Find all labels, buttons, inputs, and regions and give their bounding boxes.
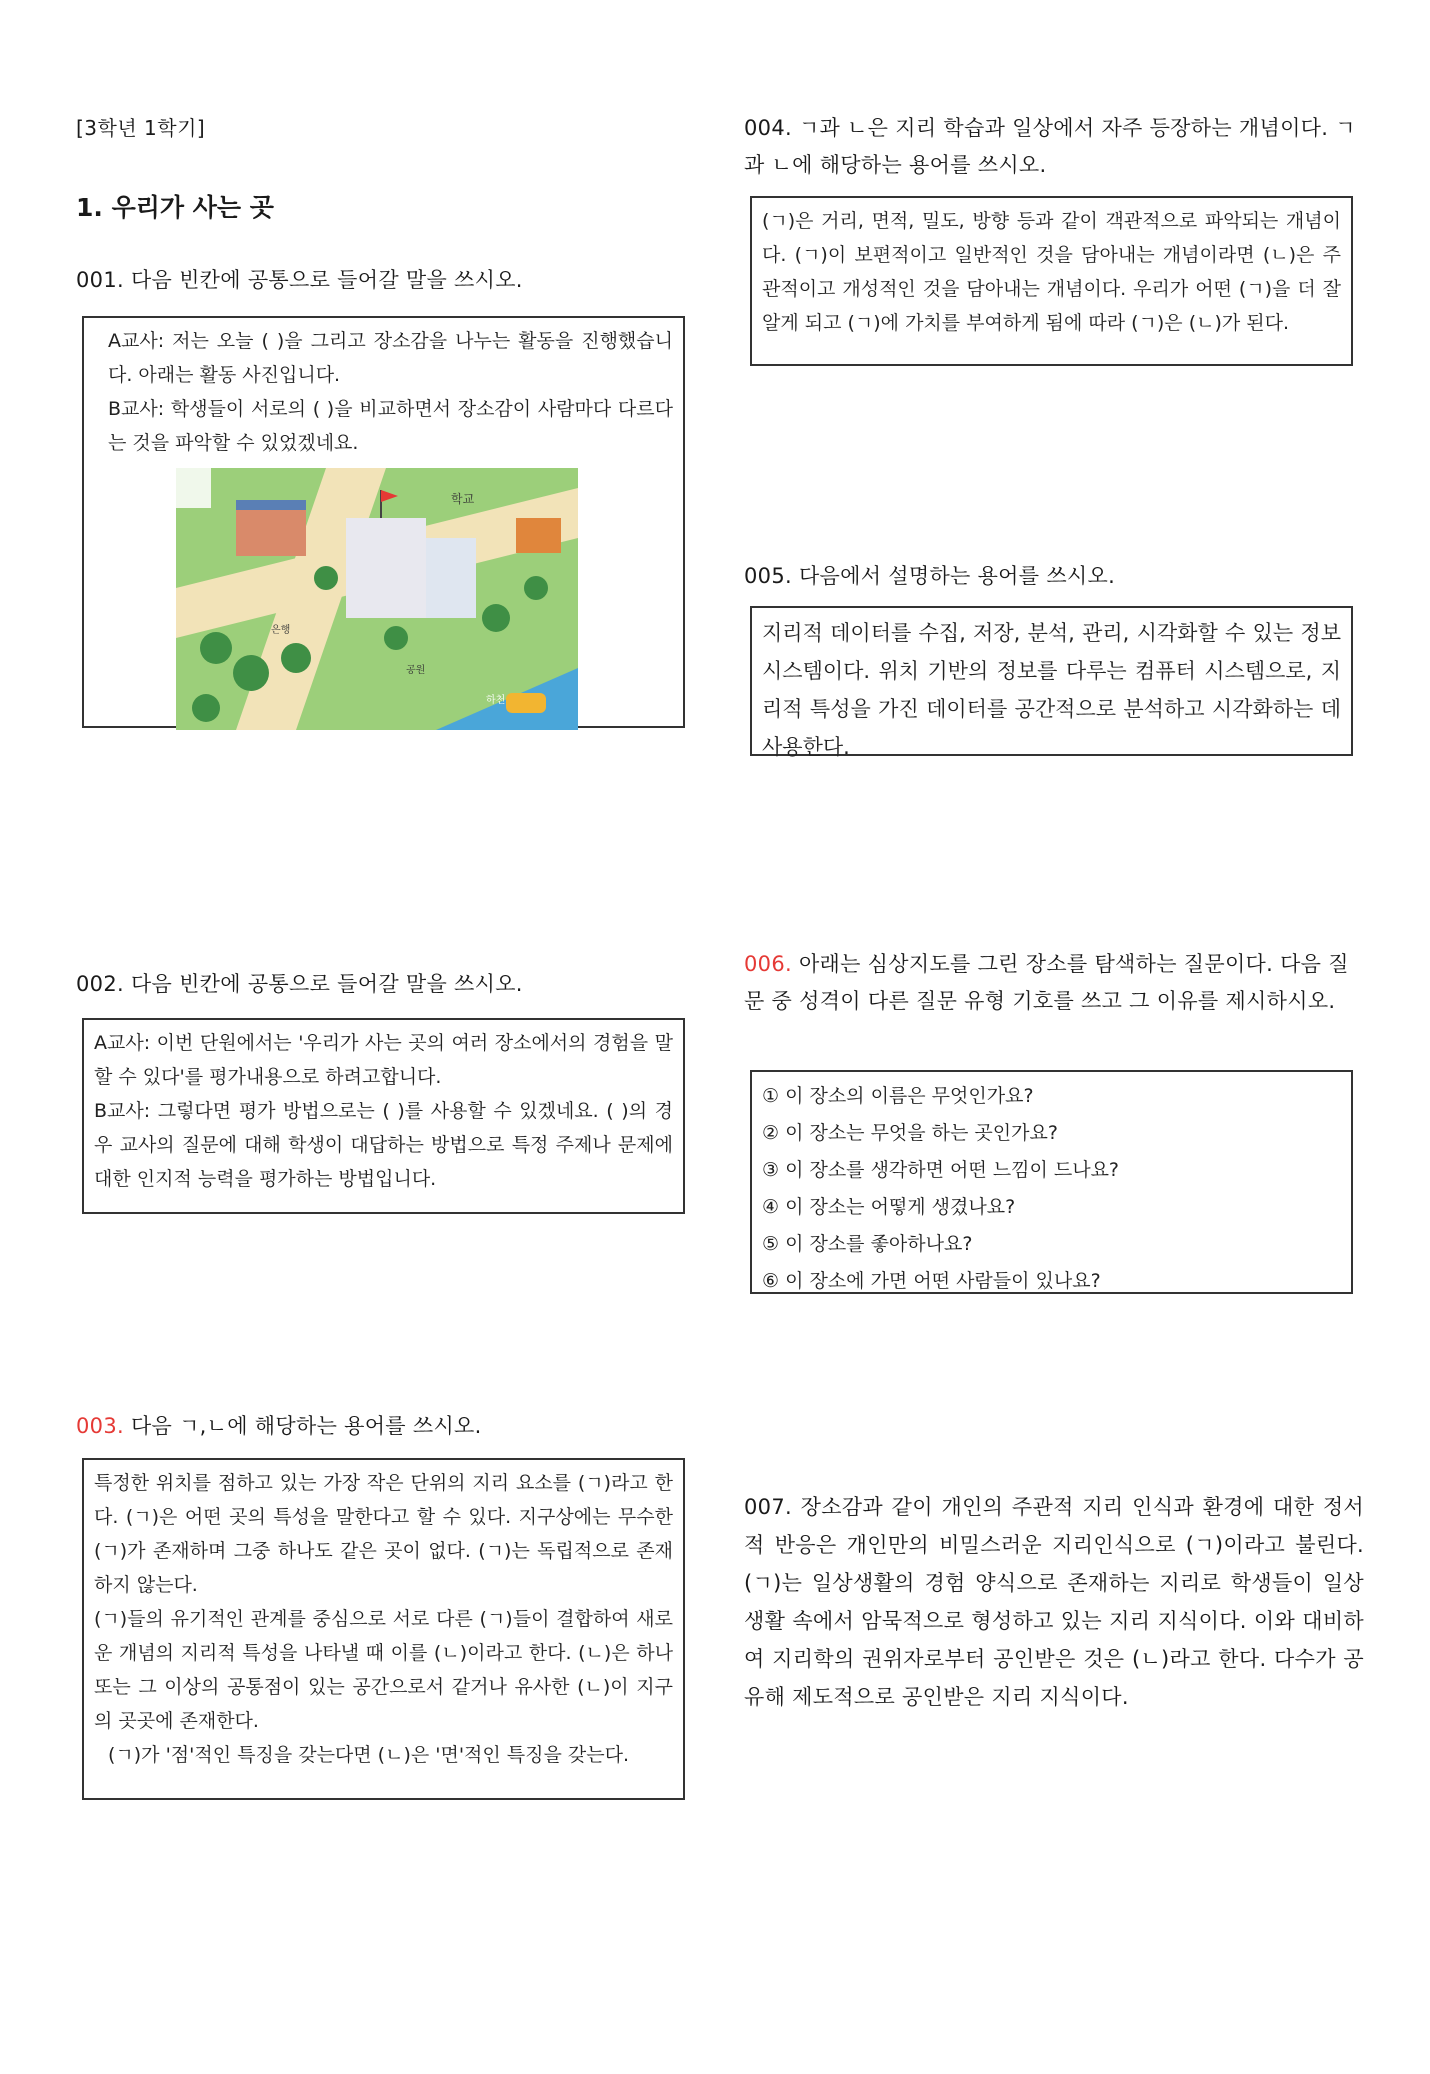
passage-line: A교사: 이번 단원에서는 '우리가 사는 곳의 여러 장소에서의 경험을 말할 수 있다'를 평가내용으로 하려고합니다.: [94, 1032, 673, 1088]
map-label: 하천: [486, 695, 506, 706]
question-number: 001.: [76, 268, 124, 292]
question-text: 다음 ㄱ,ㄴ에 해당하는 용어를 쓰시오.: [130, 1414, 482, 1438]
passage-text: (ㄱ)은 거리, 면적, 밀도, 방향 등과 같이 객관적으로 파악되는 개념이다. (ㄱ)이 보편적이고 일반적인 것을 담아내는 개념이라면 (ㄴ)은 주관적이고 개성적인 것을 담아내는 개념이다. 우리가 어떤 (ㄱ)을 더 잘 알게 되고 (ㄱ)에 가치를 부여하게 됨에 따라 (ㄱ)은 (ㄴ)가 된다.: [762, 210, 1341, 334]
question-number: 003.: [76, 1414, 124, 1438]
question-text: 다음 빈칸에 공통으로 들어갈 말을 쓰시오.: [130, 268, 523, 292]
question-text: 아래는 심상지도를 그린 장소를 탐색하는 질문이다. 다음 질문 중 성격이 다른 질문 유형 기호를 쓰고 그 이유를 제시하시오.: [744, 952, 1349, 1013]
passage-line: B교사: 그렇다면 평가 방법으로는 ( )를 사용할 수 있겠네요. ( )의 경우 교사의 질문에 대해 학생이 대답하는 방법으로 특정 주제나 문제에 대한 인지적 능력을 평가하는 방법입니다.: [94, 1100, 673, 1190]
question-text: 다음에서 설명하는 용어를 쓰시오.: [798, 564, 1116, 588]
question-002: [76, 966, 696, 1003]
passage-box-003: [82, 1458, 685, 1800]
section-title: 1. 우리가 사는 곳: [76, 193, 274, 222]
semester-label: [3학년 1학기]: [76, 116, 206, 140]
list-item: ② 이 장소는 무엇을 하는 곳인가요?: [762, 1122, 1058, 1144]
list-item: ③ 이 장소를 생각하면 어떤 느낌이 드나요?: [762, 1159, 1120, 1181]
question-003: [76, 1408, 696, 1445]
map-label: 학교: [451, 492, 475, 506]
list-item: ④ 이 장소는 어떻게 생겼나요?: [762, 1196, 1016, 1218]
passage-paragraph: (ㄱ)가 '점'적인 특징을 갖는다면 (ㄴ)은 '면'적인 특징을 갖는다.: [108, 1744, 630, 1766]
list-item: ⑥ 이 장소에 가면 어떤 사람들이 있나요?: [762, 1270, 1101, 1292]
passage-paragraph: 특정한 위치를 점하고 있는 가장 작은 단위의 지리 요소를 (ㄱ)라고 한다. (ㄱ)은 어떤 곳의 특성을 말한다고 할 수 있다. 지구상에는 무수한 (ㄱ)가 존재하며 그중 하나도 같은 곳이 없다. (ㄱ)는 독립적으로 존재하지 않는다.: [94, 1472, 673, 1596]
question-number: 006.: [744, 952, 792, 976]
passage-box-004: [750, 196, 1353, 366]
question-text: 장소감과 같이 개인의 주관적 지리 인식과 환경에 대한 정서적 반응은 개인만의 비밀스러운 지리인식으로 (ㄱ)이라고 불린다. (ㄱ)는 일상생활의 경험 양식으로 존재하는 지리로 학생들이 일상생활 속에서 암묵적으로 형성하고 있는 지리 지식이다. 이와 대비하여 지리학의 권위자로부터 공인받은 것은 (ㄴ)라고 한다. 다수가 공유해 제도적으로 공인받은 지리 지식이다.: [744, 1495, 1364, 1709]
question-001: [76, 262, 696, 299]
map-label: 공원: [406, 665, 426, 676]
question-007: [744, 1488, 1364, 1716]
mental-map-illustration: [176, 468, 578, 730]
passage-line: B교사: 학생들이 서로의 ( )을 비교하면서 장소감이 사람마다 다르다는 것을 파악할 수 있었겠네요.: [108, 398, 673, 454]
passage-paragraph: (ㄱ)들의 유기적인 관계를 중심으로 서로 다른 (ㄱ)들이 결합하여 새로운 개념의 지리적 특성을 나타낼 때 이를 (ㄴ)이라고 한다. (ㄴ)은 하나 또는 그 이상의 공통점이 있는 공간으로서 같거나 유사한 (ㄴ)이 지구의 곳곳에 존재한다.: [94, 1608, 673, 1732]
passage-box-005: [750, 606, 1353, 759]
question-006: [744, 946, 1364, 1020]
passage-line: A교사: 저는 오늘 ( )을 그리고 장소감을 나누는 활동을 진행했습니다. 아래는 활동 사진입니다.: [108, 330, 673, 386]
list-item: ① 이 장소의 이름은 무엇인가요?: [762, 1085, 1034, 1107]
map-label: 은행: [271, 625, 291, 636]
list-item: ⑤ 이 장소를 좋아하나요?: [762, 1233, 973, 1255]
question-number: 005.: [744, 564, 792, 588]
question-004: [744, 110, 1364, 184]
question-number: 002.: [76, 972, 124, 996]
question-number: 007.: [744, 1495, 792, 1519]
question-number: 004.: [744, 116, 792, 140]
question-text: 다음 빈칸에 공통으로 들어갈 말을 쓰시오.: [130, 972, 523, 996]
question-005: [744, 558, 1364, 595]
passage-text: 지리적 데이터를 수집, 저장, 분석, 관리, 시각화할 수 있는 정보 시스템이다. 위치 기반의 정보를 다루는 컴퓨터 시스템으로, 지리적 특성을 가진 데이터를 공간적으로 분석하고 시각화하는 데 사용한다.: [762, 621, 1341, 759]
passage-box-002: [82, 1018, 685, 1214]
question-text: ㄱ과 ㄴ은 지리 학습과 일상에서 자주 등장하는 개념이다. ㄱ과 ㄴ에 해당하는 용어를 쓰시오.: [744, 116, 1356, 177]
question-list-006: [750, 1070, 1353, 1294]
